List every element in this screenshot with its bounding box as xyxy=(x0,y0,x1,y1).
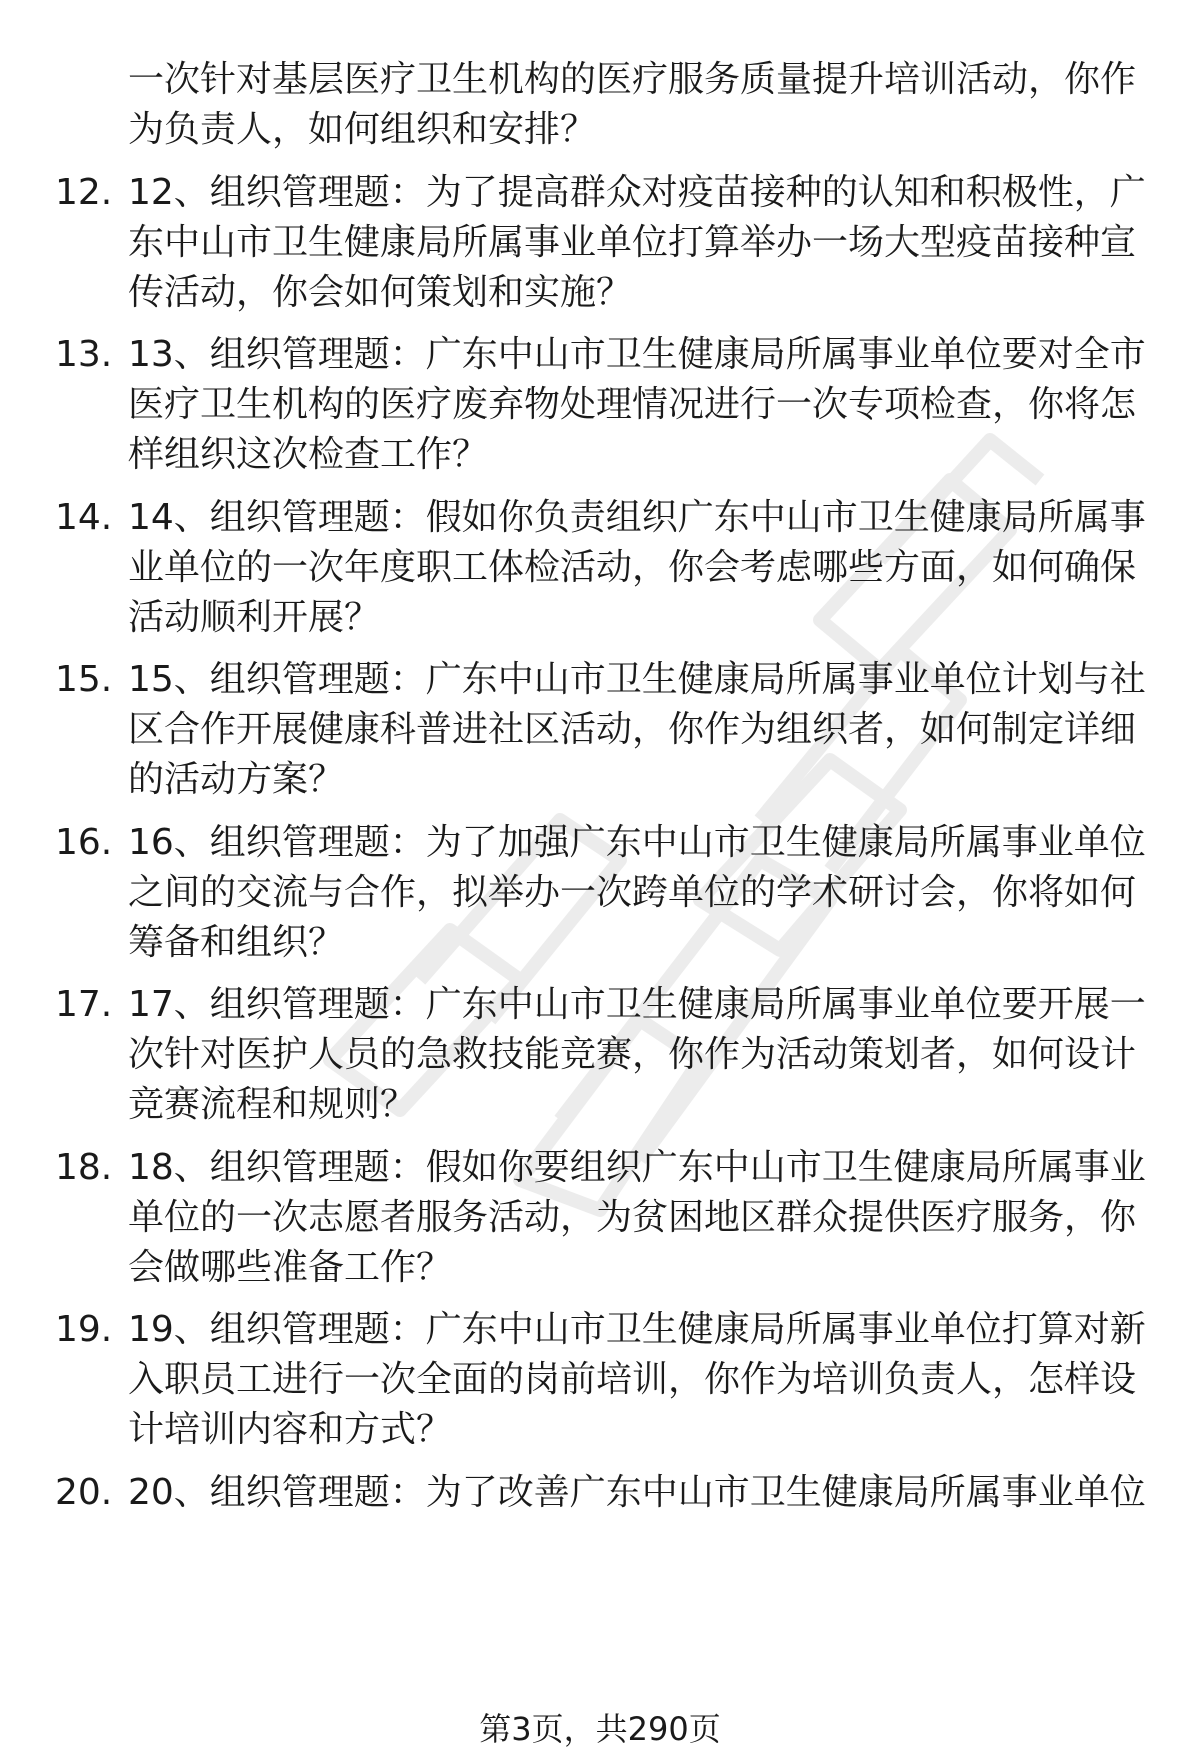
item-number: 15. xyxy=(55,659,113,700)
item-text: 19、组织管理题：广东中山市卫生健康局所属事业单位打算对新入职员工进行一次全面的岗前培训，你作为培训负责人，怎样设计培训内容和方式？ xyxy=(128,1309,1146,1450)
item-number: 20. xyxy=(55,1472,113,1513)
item-text: 17、组织管理题：广东中山市卫生健康局所属事业单位要开展一次针对医护人员的急救技能竞赛，你作为活动策划者，如何设计竞赛流程和规则？ xyxy=(128,984,1146,1125)
item-text: 18、组织管理题：假如你要组织广东中山市卫生健康局所属事业单位的一次志愿者服务活动，为贫困地区群众提供医疗服务，你会做哪些准备工作？ xyxy=(128,1147,1146,1288)
item-number: 14. xyxy=(55,497,113,538)
item-number: 13. xyxy=(55,334,113,375)
item-number: 16. xyxy=(55,822,113,863)
item-text: 12、组织管理题：为了提高群众对疫苗接种的认知和积极性，广东中山市卫生健康局所属事业单位打算举办一场大型疫苗接种宣传活动，你会如何策划和实施？ xyxy=(128,172,1146,313)
item-number: 19. xyxy=(55,1309,113,1350)
item-number: 18. xyxy=(55,1147,113,1188)
item-text: 13、组织管理题：广东中山市卫生健康局所属事业单位要对全市医疗卫生机构的医疗废弃物处理情况进行一次专项检查，你将怎样组织这次检查工作？ xyxy=(128,334,1146,475)
item-text: 20、组织管理题：为了改善广东中山市卫生健康局所属事业单位 xyxy=(128,1472,1146,1513)
item-text: 14、组织管理题：假如你负责组织广东中山市卫生健康局所属事业单位的一次年度职工体检活动，你会考虑哪些方面，如何确保活动顺利开展？ xyxy=(128,497,1146,638)
item-number: 12. xyxy=(55,172,113,213)
item-text: 一次针对基层医疗卫生机构的医疗服务质量提升培训活动，你作为负责人，如何组织和安排？ xyxy=(128,59,1137,150)
item-text: 16、组织管理题：为了加强广东中山市卫生健康局所属事业单位之间的交流与合作，拟举办一次跨单位的学术研讨会，你将如何筹备和组织？ xyxy=(128,822,1146,963)
page-number-footer: 第3页，共290页 xyxy=(479,1710,721,1748)
item-number: 17. xyxy=(55,984,113,1025)
item-text: 15、组织管理题：广东中山市卫生健康局所属事业单位计划与社区合作开展健康科普进社区活动，你作为组织者，如何制定详细的活动方案？ xyxy=(128,659,1146,800)
